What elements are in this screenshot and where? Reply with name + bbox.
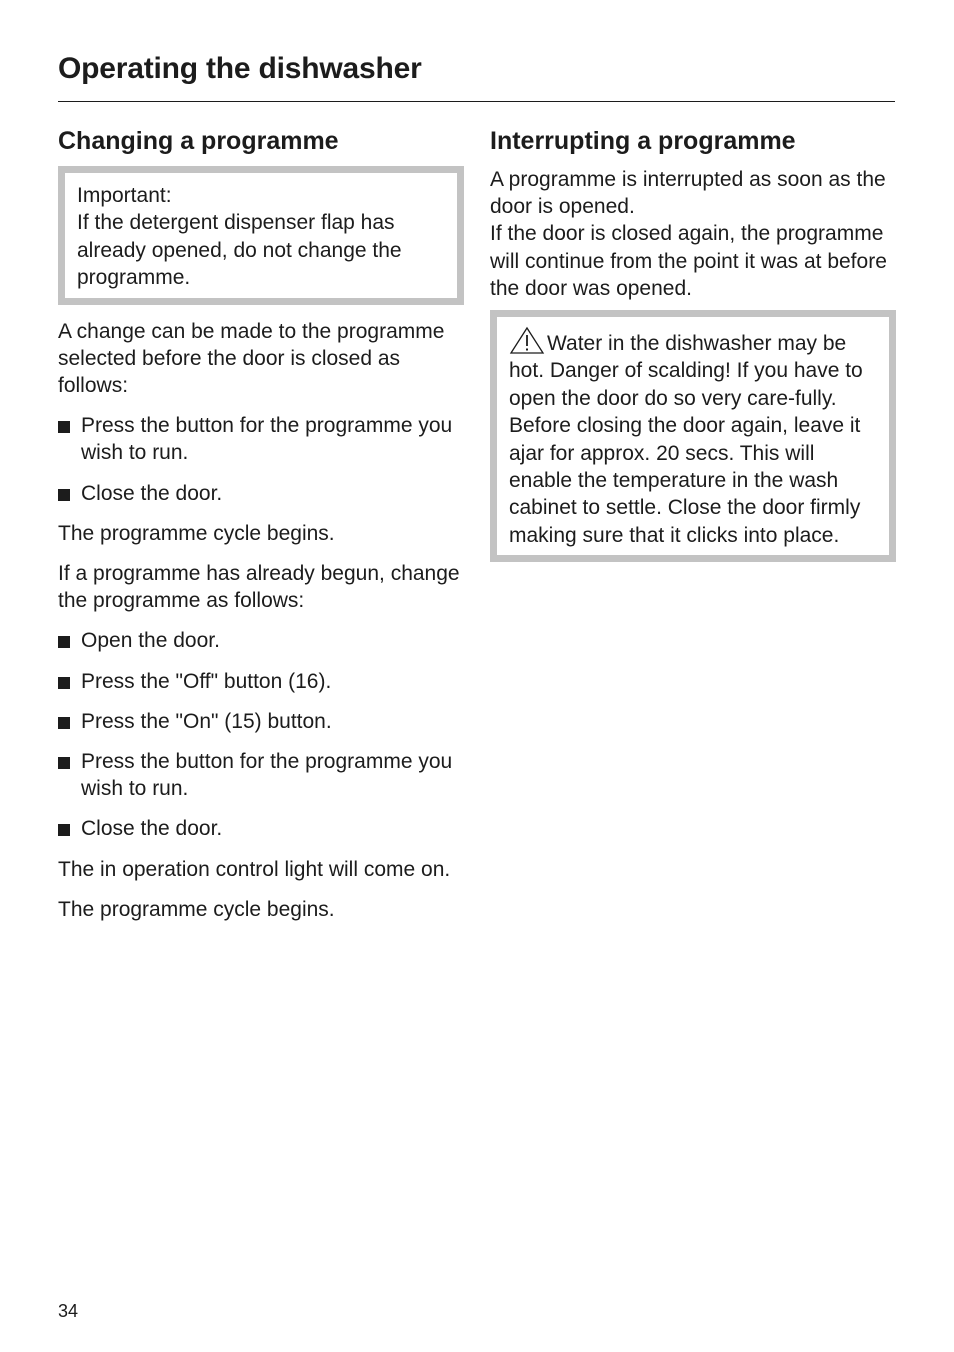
step-text: Press the "Off" button (16). — [81, 669, 332, 693]
change-intro-text: A change can be made to the programme selected before the door is closed as follows: — [58, 319, 445, 398]
steps-before-list — [58, 412, 464, 507]
bullet-square-icon — [58, 677, 70, 689]
interrupting-programme-section — [490, 125, 896, 562]
bullet-square-icon — [58, 421, 70, 433]
important-notice-box — [58, 166, 464, 305]
important-label: Important: — [77, 184, 172, 207]
changing-programme-section — [58, 125, 464, 936]
cycle-begins-text: The programme cycle begins. — [58, 897, 335, 921]
step-text: Press the button for the programme you wish to run. — [81, 750, 453, 801]
title-divider — [58, 101, 895, 102]
steps-after-list — [58, 627, 464, 842]
bullet-square-icon — [58, 636, 70, 648]
control-light-text: The in operation control light will come on. — [58, 857, 451, 881]
interrupt-text: A programme is interrupted as soon as the door is opened. — [490, 168, 886, 219]
bullet-square-icon — [58, 824, 70, 836]
list-item — [58, 708, 464, 735]
cycle-begins-text: The programme cycle begins. — [58, 521, 335, 545]
bullet-square-icon — [58, 757, 70, 769]
list-item — [58, 815, 464, 842]
resume-text: If the door is closed again, the programme will continue from the point it was at before the door was opened. — [490, 222, 887, 300]
already-begun-text: If a programme has already begun, change the programme as follows: — [58, 562, 460, 613]
list-item — [58, 748, 464, 802]
warning-text: Water in the dishwasher may be hot. Danger of scalding! If you have to open the door do so very care-fully. — [509, 332, 863, 410]
page-title: Operating the dishwasher — [58, 52, 422, 85]
page-number: 34 — [58, 1301, 79, 1321]
warning-instructions: Before closing the door again, leave it ajar for approx. 20 secs. This will enable the temperature in the wash cabinet to settle. Close the door firmly making sure that it clicks into place. — [509, 414, 861, 547]
changing-programme-heading: Changing a programme — [58, 127, 339, 155]
bullet-square-icon — [58, 489, 70, 501]
step-text: Close the door. — [81, 817, 223, 841]
step-text: Open the door. — [81, 629, 220, 653]
warning-paragraph — [509, 326, 877, 412]
interrupting-programme-heading: Interrupting a programme — [490, 127, 796, 155]
step-text: Press the "On" (15) button. — [81, 709, 332, 733]
warning-triangle-icon — [509, 326, 545, 354]
list-item — [58, 412, 464, 466]
step-text: Close the door. — [81, 481, 223, 505]
list-item — [58, 480, 464, 507]
warning-box — [490, 310, 896, 562]
important-text: If the detergent dispenser flap has already opened, do not change the programme. — [77, 211, 402, 290]
list-item — [58, 668, 464, 695]
list-item — [58, 627, 464, 654]
bullet-square-icon — [58, 717, 70, 729]
step-text: Press the button for the programme you wish to run. — [81, 414, 453, 465]
